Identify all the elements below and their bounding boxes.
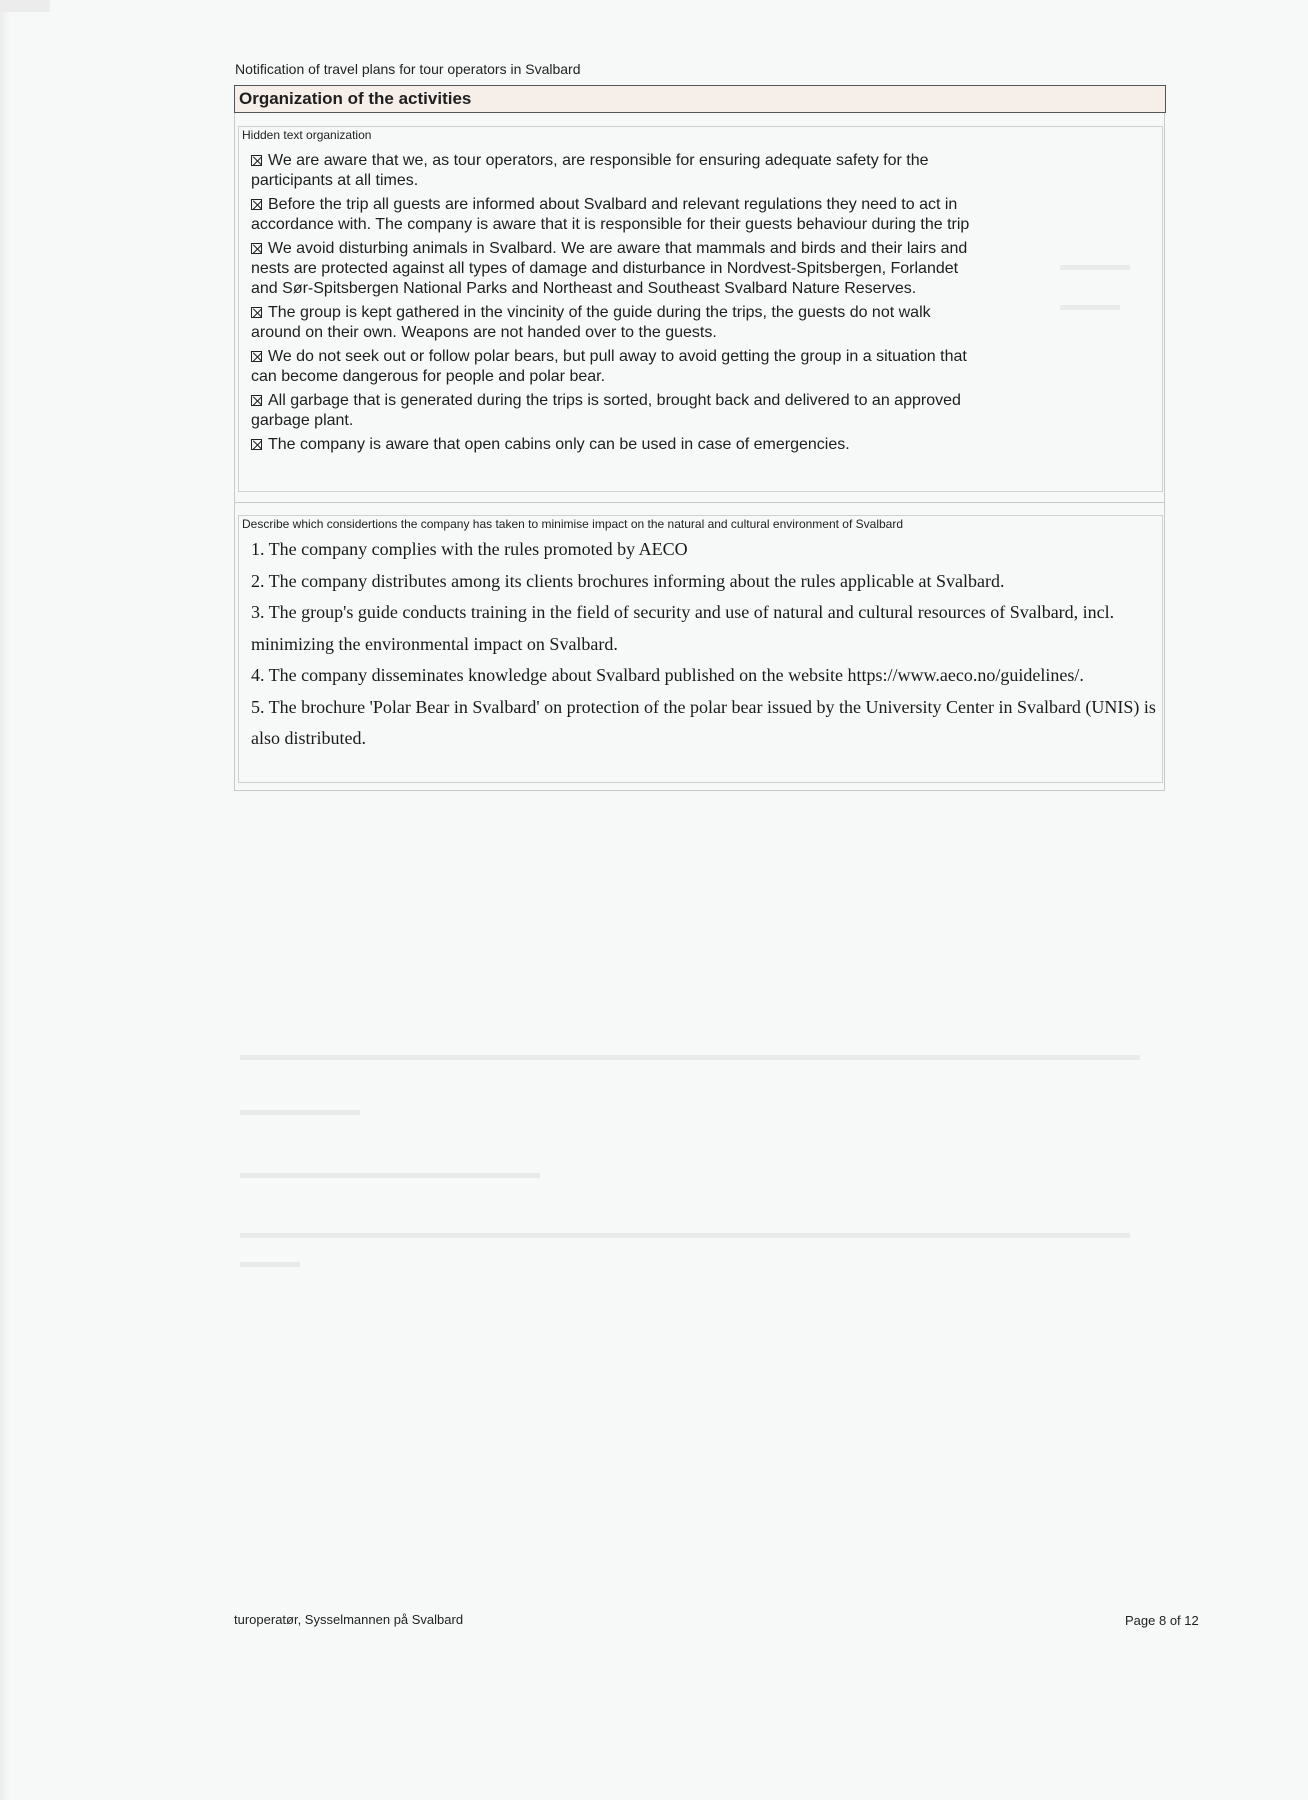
- checklist-item-text: All garbage that is generated during the trips is sorted, brought back and delivered to an approved garbage plant.: [251, 392, 961, 429]
- checked-checkbox-icon[interactable]: [251, 395, 262, 406]
- organization-box-label: Hidden text organization: [242, 128, 372, 142]
- bleed-through-line: [240, 1262, 300, 1267]
- checked-checkbox-icon[interactable]: [251, 199, 262, 210]
- section-title: Organization of the activities: [234, 85, 1166, 113]
- scan-edge: [0, 0, 10, 1800]
- checked-checkbox-icon[interactable]: [251, 155, 262, 166]
- checklist-item-text: We do not seek out or follow polar bears, but pull away to avoid getting the group in a situation that can become dangerous for people and polar bear.: [251, 348, 967, 385]
- bleed-through-line: [240, 1055, 1140, 1060]
- checked-checkbox-icon[interactable]: [251, 243, 262, 254]
- environment-measures-text[interactable]: [251, 534, 1161, 755]
- checked-checkbox-icon[interactable]: [251, 439, 262, 450]
- checklist-item: [251, 391, 981, 431]
- organization-checklist: [251, 151, 981, 459]
- environment-box-label: Describe which considertions the company has taken to minimise impact on the natural and cultural environment of Svalbard: [242, 517, 904, 531]
- checklist-item: [251, 239, 981, 299]
- measure-item: 2. The company distributes among its clients brochures informing about the rules applicable at Svalbard.: [251, 570, 1005, 591]
- section-divider: [234, 502, 1165, 503]
- checklist-item-text: Before the trip all guests are informed about Svalbard and relevant regulations they need to act in accordance with. The company is aware that it is responsible for their guests behaviour during the trip: [251, 196, 970, 233]
- checklist-item-text: The company is aware that open cabins only can be used in case of emergencies.: [268, 436, 850, 453]
- bleed-through-line: [240, 1233, 1130, 1238]
- bleed-through-line: [240, 1173, 540, 1178]
- scan-edge-top: [0, 0, 50, 12]
- measure-item: 1. The company complies with the rules promoted by AECO: [251, 539, 688, 559]
- checklist-item: [251, 435, 981, 455]
- measure-item: 5. The brochure 'Polar Bear in Svalbard' on protection of the polar bear issued by the University Center in Svalbard (UNIS) is also distributed.: [251, 696, 1156, 748]
- checklist-item: [251, 347, 981, 387]
- bleed-through-line: [240, 1110, 360, 1115]
- checked-checkbox-icon[interactable]: [251, 351, 262, 362]
- checklist-item-text: We avoid disturbing animals in Svalbard. We are aware that mammals and birds and their lairs and nests are protected against all types of damage and disturbance in Nordvest-Spitsbergen, Forlandet and Sør-Spitsbergen National Parks and Northeast and Southeast Svalbard Nature Reserves.: [251, 240, 968, 297]
- measure-item: 3. The group's guide conducts training in the field of security and use of natural and cultural resources of Svalbard, incl. minimizing the environmental impact on Svalbard.: [251, 602, 1115, 654]
- document-header: Notification of travel plans for tour operators in Svalbard: [235, 61, 581, 77]
- checklist-item-text: The group is kept gathered in the vincinity of the guide during the trips, the guests do not walk around on their own. Weapons are not handed over to the guests.: [251, 304, 931, 341]
- checklist-item: [251, 303, 981, 343]
- page-number: Page 8 of 12: [1125, 1613, 1199, 1628]
- checklist-item-text: We are aware that we, as tour operators, are responsible for ensuring adequate safety for the participants at all times.: [251, 152, 929, 189]
- footer-source: turoperatør, Sysselmannen på Svalbard: [234, 1612, 464, 1627]
- measure-item: 4. The company disseminates knowledge about Svalbard published on the website https://www.aeco.no/guidelines/.: [251, 665, 1084, 685]
- checked-checkbox-icon[interactable]: [251, 307, 262, 318]
- checklist-item: [251, 195, 981, 235]
- checklist-item: [251, 151, 981, 191]
